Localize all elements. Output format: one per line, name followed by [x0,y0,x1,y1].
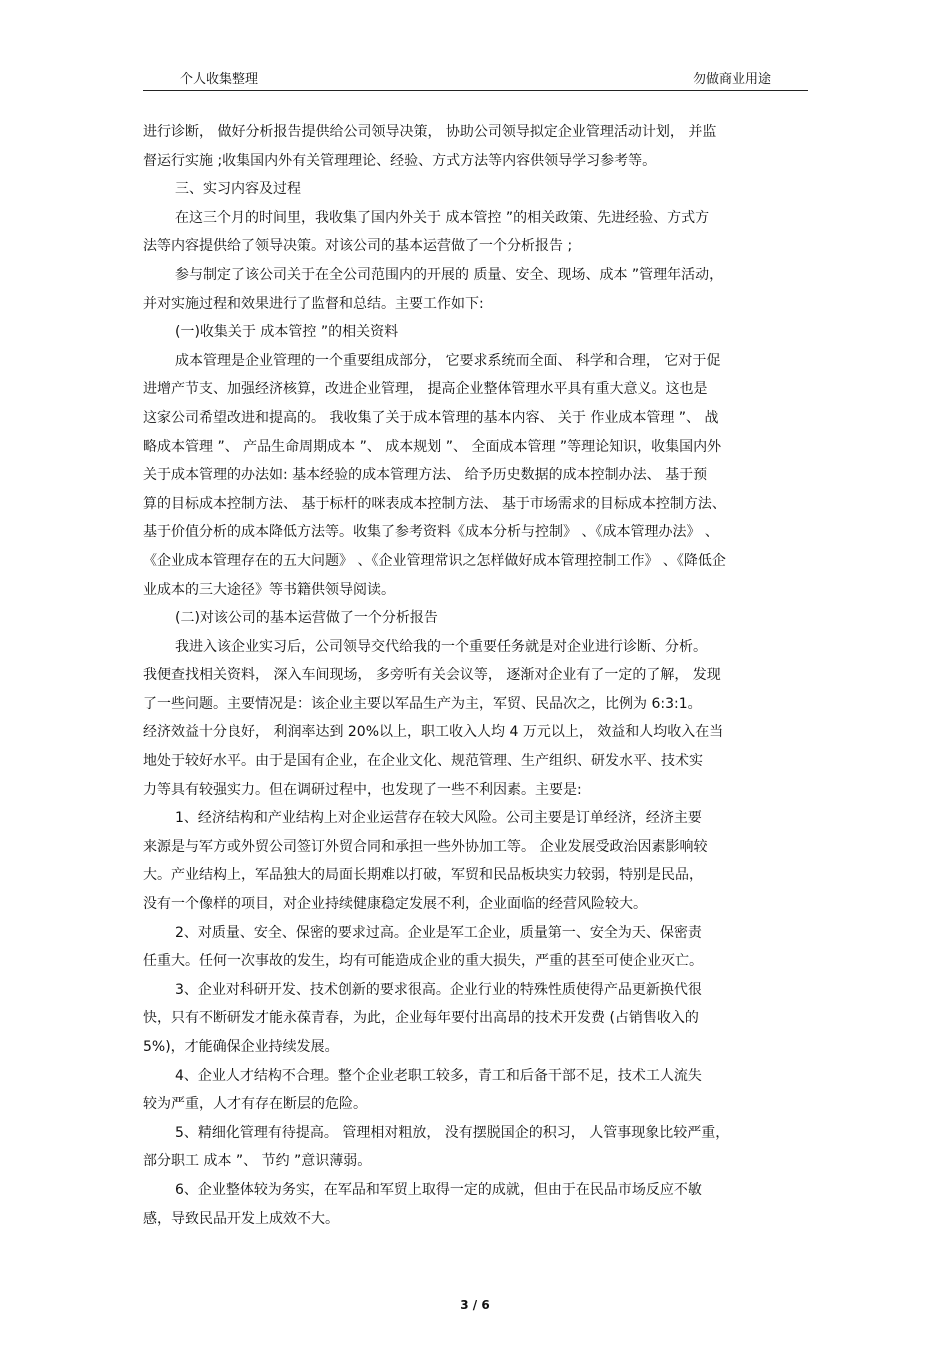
text-line: 地处于较好水平。由于是国有企业，在企业文化、规范管理、生产组织、研发水平、技术实 [143,753,703,770]
text-line: 2、对质量、安全、保密的要求过高。企业是军工企业，质量第一、安全为天、保密责 [175,924,702,941]
text-line: 部分职工 成本 ”、 节约 ”意识薄弱。 [143,1153,372,1170]
text-line: 三、实习内容及过程 [175,181,301,198]
text-line: 督运行实施 ;收集国内外有关管理理论、经验、方式方法等内容供领导学习参考等。 [143,152,657,169]
text-line: 3、企业对科研开发、技术创新的要求很高。企业行业的特殊性质使得产品更新换代很 [175,981,702,998]
text-line: 感，导致民品开发上成效不大。 [143,1210,339,1227]
header-left-text: 个人收集整理 [180,72,259,87]
text-line: 来源是与军方或外贸公司签订外贸合同和承担一些外协加工等。 企业发展受政治因素影响较 [143,838,708,855]
text-line: 进行诊断， 做好分析报告提供给公司领导决策， 协助公司领导拟定企业管理活动计划， 并监 [143,124,717,140]
text-line: 成本管理是企业管理的一个重要组成部分， 它要求系统而全面、 科学和合理， 它对于促 [175,352,721,369]
text-line: 关于成本管理的办法如: 基本经验的成本管理方法、 给予历史数据的成本控制办法、 基于预 [143,467,708,484]
text-line: 了一些问题。主要情况是：该企业主要以军品生产为主，军贸、民品次之，比例为 6:3:1。 [143,695,702,712]
text-line: 《企业成本管理存在的五大问题》 、《企业管理常识之怎样做好成本管理控制工作》 、《降低企 [143,552,726,569]
text-line: (一)收集关于 成本管控 ”的相关资料 [175,324,399,341]
page-header [143,62,808,91]
text-line: 1、经济结构和产业结构上对企业运营存在较大风险。公司主要是订单经济，经济主要 [175,810,702,827]
text-line: 在这三个月的时间里，我收集了国内外关于 成本管控 ”的相关政策、先进经验、方式方 [175,209,710,226]
document-body [143,118,808,1233]
text-line: 快，只有不断研发才能永葆青春，为此，企业每年要付出高昂的技术开发费 (占销售收入的 [143,1010,699,1027]
text-line: (二)对该公司的基本运营做了一个分析报告 [175,610,438,627]
text-line: 算的目标成本控制方法、 基于标杆的咪表成本控制方法、 基于市场需求的目标成本控制方法、 [143,495,726,512]
text-line: 4、企业人才结构不合理。整个企业老职工较多，青工和后备干部不足，技术工人流失 [175,1067,702,1084]
text-line: 没有一个像样的项目，对企业持续健康稳定发展不利，企业面临的经营风险较大。 [143,896,647,913]
text-line: 并对实施过程和效果进行了监督和总结。主要工作如下: [143,295,484,312]
text-line: 5%)，才能确保企业持续发展。 [143,1039,339,1055]
text-line: 6、企业整体较为务实，在军品和军贸上取得一定的成就，但由于在民品市场反应不敏 [175,1181,702,1198]
text-line: 大。产业结构上，军品独大的局面长期难以打破，军贸和民品板块实力较弱，特别是民品， [143,867,703,884]
text-line: 我进入该企业实习后，公司领导交代给我的一个重要任务就是对企业进行诊断、分析。 [175,638,707,655]
header-right-text: 勿做商业用途 [692,72,771,87]
text-line: 任重大。任何一次事故的发生，均有可能造成企业的重大损失，严重的甚至可使企业灭亡。 [143,953,703,970]
text-line: 力等具有较强实力。但在调研过程中，也发现了一些不利因素。主要是: [143,781,582,798]
text-line: 参与制定了该公司关于在全公司范围内的开展的 质量、安全、现场、成本 ”管理年活动， [175,266,724,283]
text-line: 业成本的三大途径》等书籍供领导阅读。 [143,581,395,598]
text-line: 较为严重，人才有存在断层的危险。 [143,1096,367,1113]
text-line: 这家公司希望改进和提高的。 我收集了关于成本管理的基本内容、 关于 作业成本管理 ”、 战 [143,409,719,426]
text-line: 基于价值分析的成本降低方法等。收集了参考资料《成本分析与控制》 、《成本管理办法》 、 [143,524,719,541]
page-number: 3 / 6 [460,1298,490,1312]
text-line: 法等内容提供给了领导决策。对该公司的基本运营做了一个分析报告 ; [143,238,573,255]
text-line: 进增产节支、加强经济核算，改进企业管理， 提高企业整体管理水平具有重大意义。这也是 [143,381,708,398]
text-line: 经济效益十分良好， 利润率达到 20%以上，职工收入人均 4 万元以上， 效益和人均收入在当 [143,724,724,741]
text-line: 我便查找相关资料， 深入车间现场， 多旁听有关会议等， 逐渐对企业有了一定的了解， 发现 [143,667,721,684]
text-line: 略成本管理 ”、 产品生命周期成本 ”、 成本规划 ”、 全面成本管理 ”等理论知识，收集国内外 [143,438,722,455]
text-line: 5、精细化管理有待提高。 管理相对粗放， 没有摆脱国企的积习， 人管事现象比较严重， [175,1124,730,1141]
